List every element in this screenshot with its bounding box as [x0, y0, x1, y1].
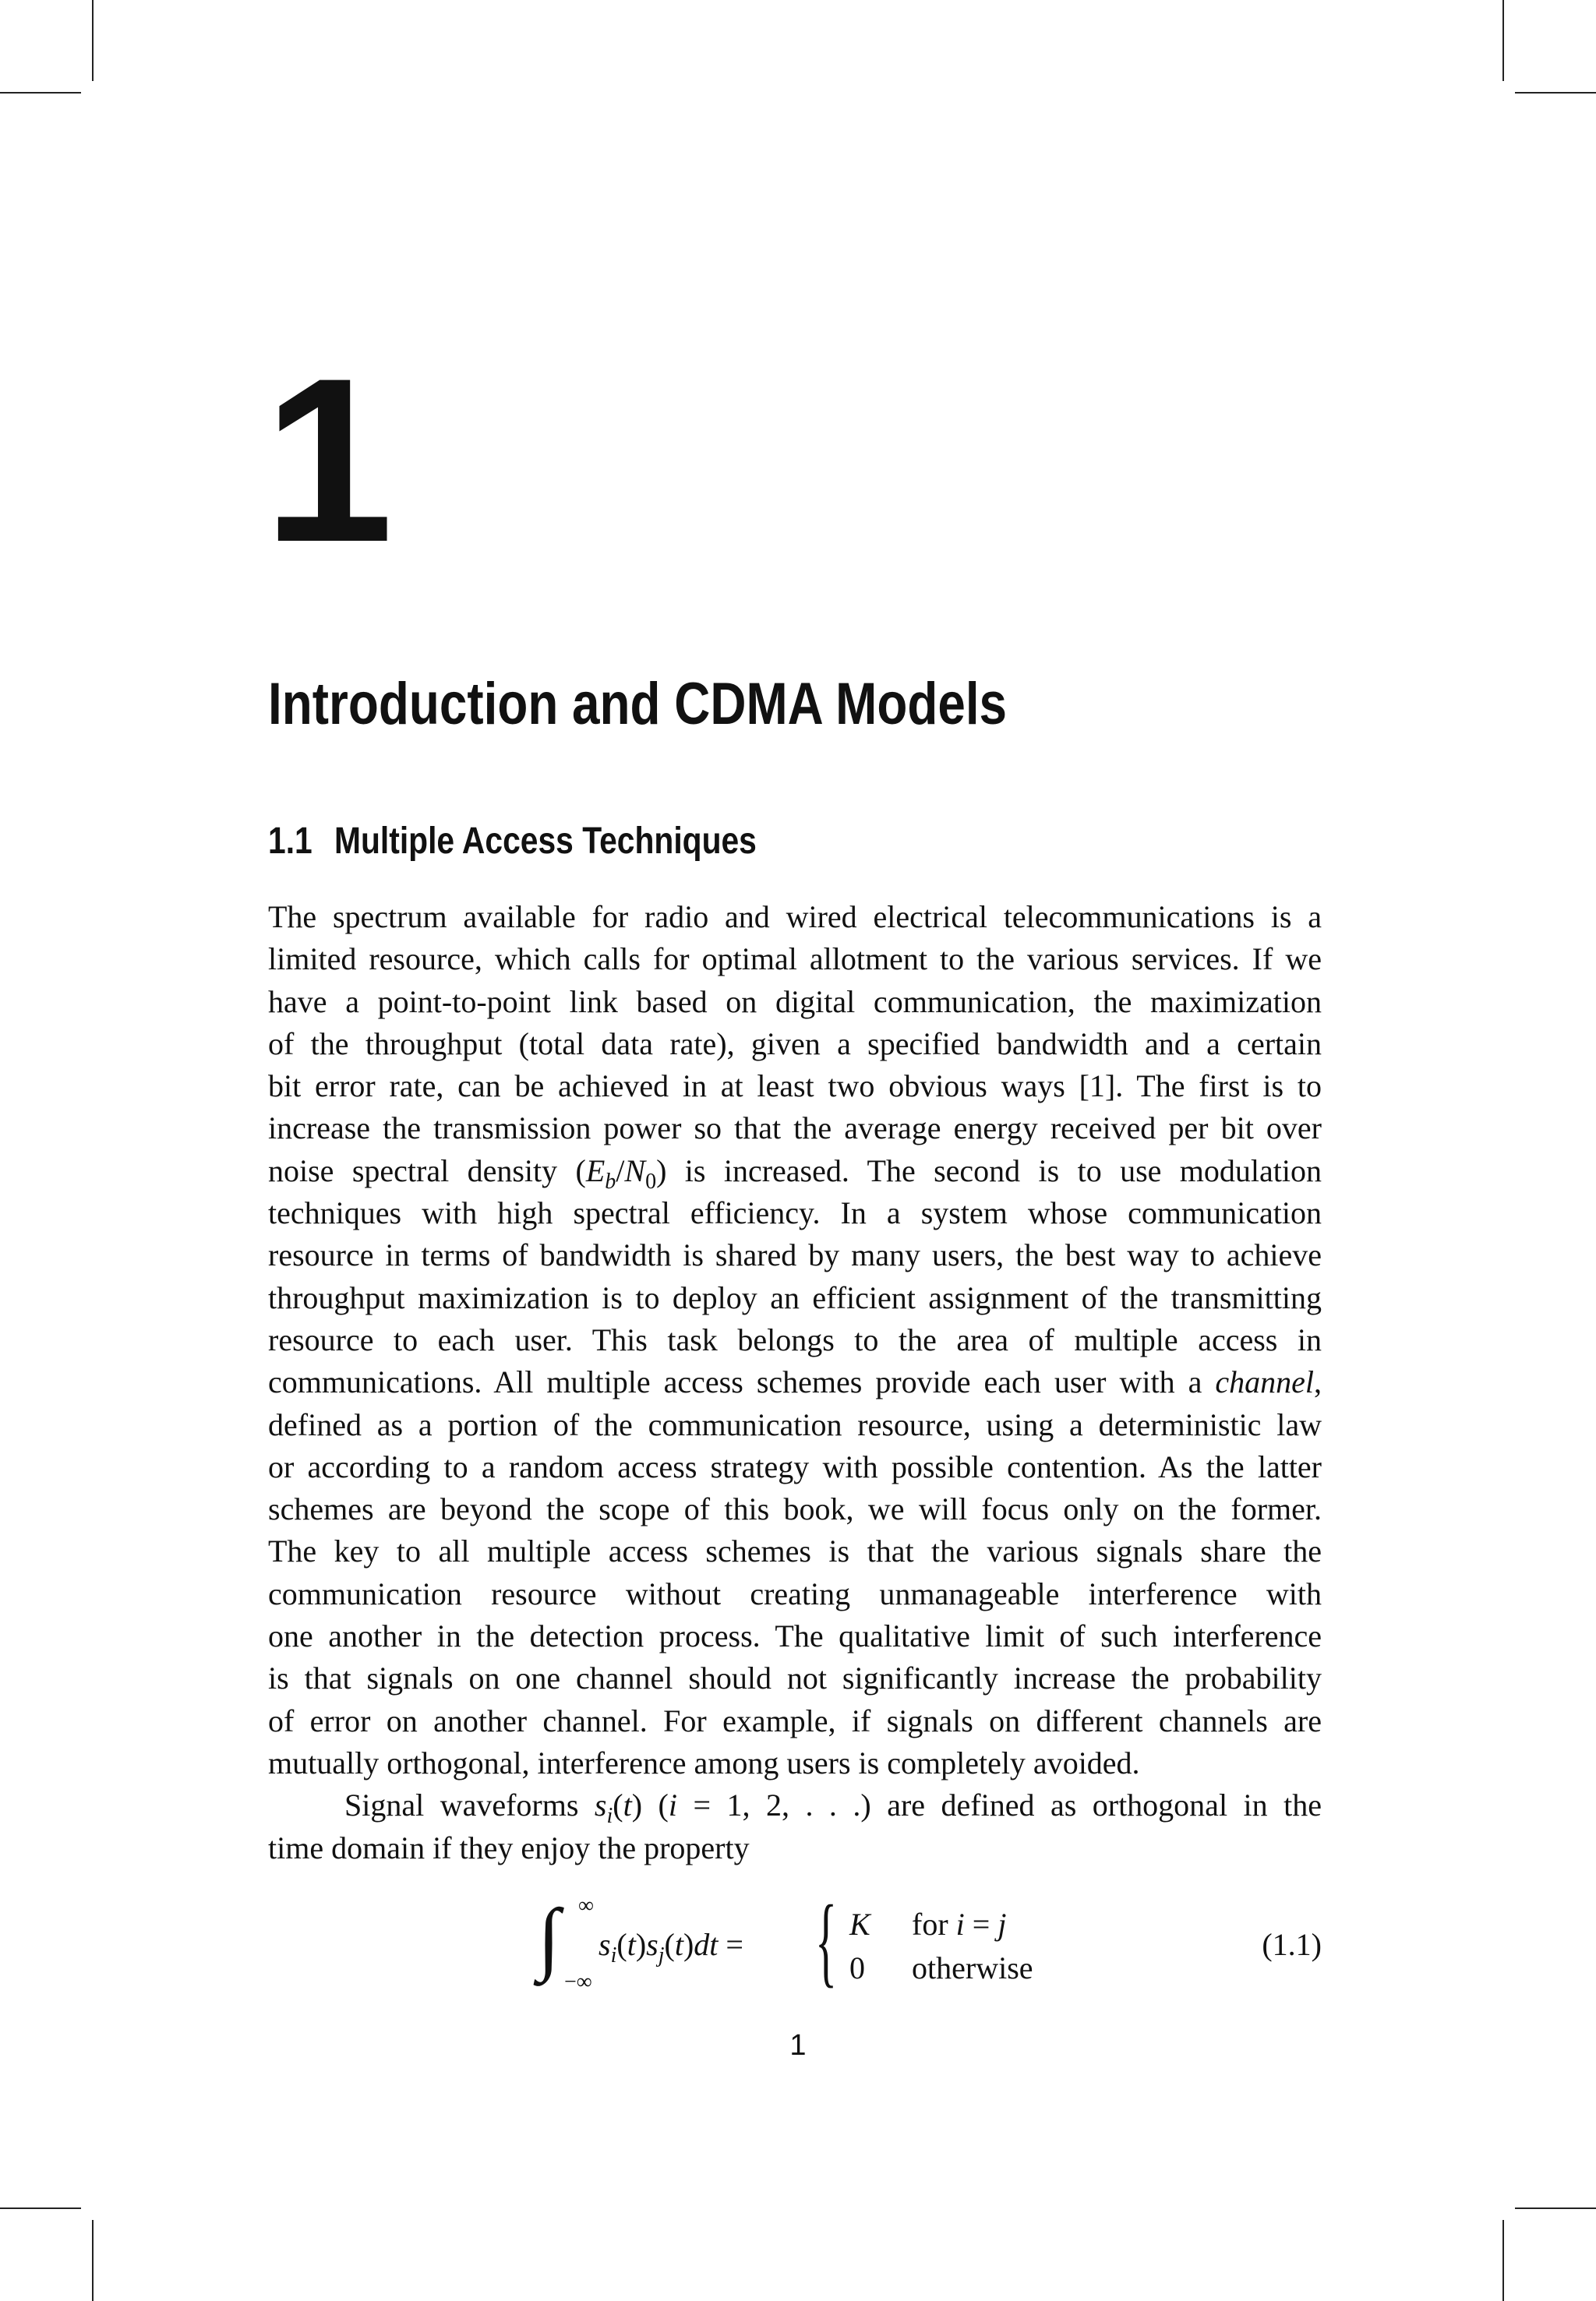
text-line: time domain if they enjoy the property — [268, 1830, 750, 1865]
text-line: noise spectral density $(E_b/N_0)$ is increased. The second is to use modulation — [268, 1152, 1322, 1194]
case-value: K — [849, 1907, 870, 1942]
upper-limit: ∞ — [578, 1893, 594, 1918]
section-heading — [268, 817, 757, 866]
text-line: schemes are beyond the scope of this book, we will focus only on the former. — [268, 1491, 1322, 1527]
integrand: $s_i(t)s_j(t)dt$ = — [598, 1927, 743, 1967]
chapter-number: 1 — [263, 329, 390, 591]
text-line: or according to a random access strategy with possible contention. As the latter — [268, 1449, 1322, 1484]
section-number: 1.1 — [268, 821, 312, 862]
case-condition: for i = j — [912, 1907, 1007, 1942]
text-line: resource in terms of bandwidth is shared by many users, the best way to achieve — [268, 1237, 1322, 1273]
case-value: 0 — [849, 1950, 865, 1985]
text-line: is that signals on one channel should not significantly increase the probability — [268, 1660, 1322, 1696]
text-line: techniques with high spectral efficiency. In a system whose communication — [268, 1195, 1322, 1231]
body-text — [268, 896, 1322, 1869]
text-line: bit error rate, can be achieved in at least two obvious ways [1]. The first is to — [268, 1068, 1322, 1104]
crop-mark — [1502, 0, 1504, 81]
page-number: 1 — [789, 2029, 807, 2062]
text-line: Signal waveforms $s_i(t) (i = 1$, 2, . . .) are defined as orthogonal in the — [344, 1788, 1322, 1829]
text-line: throughput maximization is to deploy an efficient assignment of the transmitting — [268, 1279, 1322, 1315]
integral-sign: ∫ — [538, 1893, 560, 1982]
case-condition: otherwise — [912, 1950, 1033, 1985]
text-line: communication resource without creating unmanageable interference with — [268, 1576, 1322, 1611]
crop-mark — [0, 92, 81, 94]
text-line: The spectrum available for radio and wired electrical telecommunications is a — [268, 899, 1322, 934]
section-title: Multiple Access Techniques — [334, 821, 757, 862]
case-row — [849, 1903, 1033, 1946]
crop-mark — [0, 2207, 81, 2209]
text-line: defined as a portion of the communication resource, using a deterministic law — [268, 1406, 1322, 1442]
cases — [849, 1903, 1033, 1990]
equation-number: (1.1) — [1262, 1927, 1322, 1962]
text-line: one another in the detection process. The qualitative limit of such interference — [268, 1618, 1322, 1654]
text-line: of the throughput (total data rate), given a specified bandwidth and a certain — [268, 1025, 1322, 1061]
crop-mark — [1502, 2220, 1504, 2301]
chapter-title: Introduction and CDMA Models — [268, 671, 1008, 737]
text-line: mutually orthogonal, interference among users is completely avoided. — [268, 1745, 1140, 1780]
text-line: The key to all multiple access schemes is that the various signals share the — [268, 1533, 1322, 1569]
lower-limit: −∞ — [564, 1970, 592, 1994]
crop-mark — [1515, 2207, 1596, 2209]
equation-1-1 — [538, 1885, 1322, 1999]
text-line: resource to each user. This task belongs to the area of multiple access in — [268, 1322, 1322, 1357]
crop-mark — [1515, 92, 1596, 94]
text-line: increase the transmission power so that the average energy received per bit over — [268, 1110, 1322, 1146]
text-line: of error on another channel. For example, if signals on different channels are — [268, 1703, 1322, 1738]
case-row — [849, 1946, 1033, 1990]
text-line: limited resource, which calls for optimal allotment to the various services. If we — [268, 941, 1322, 977]
crop-mark — [92, 2220, 94, 2301]
left-brace: { — [815, 1885, 838, 1997]
text-line: communications. All multiple access schemes provide each user with a channel, — [268, 1364, 1322, 1400]
crop-mark — [92, 0, 94, 81]
text-line: have a point-to-point link based on digital communication, the maximization — [268, 983, 1322, 1019]
